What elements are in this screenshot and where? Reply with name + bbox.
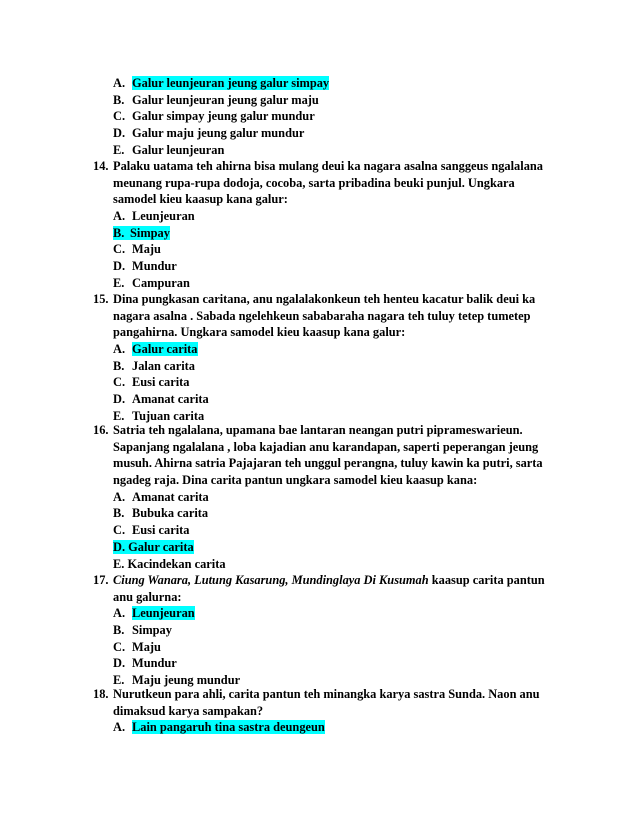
option-15-c: C. Eusi carita: [113, 375, 190, 390]
highlighted-answer: Leunjeuran: [132, 606, 195, 621]
highlighted-answer: B. Simpay: [113, 225, 170, 240]
option-16-d: [93, 539, 563, 556]
option-14-d: D. Mundur: [113, 259, 177, 274]
question-14: [93, 158, 563, 292]
question-16-text: 16. Satria teh ngalalana, upamana bae lantaran neangan putri piprameswarieun. Sapanjang ngalalana , loba kajadian anu karandapan, saperti peperangan jeung musuh. Ahirna satria Pajajaran teh unggul perangna, tuluy kawin ka putri, sarta ngadeg raja. Dina carita pantun ungkara samodel kieu kaasup kana:: [93, 423, 543, 488]
option-13-b: B. Galur leunjeuran jeung galur maju: [113, 92, 319, 107]
option-15-d: D. Amanat carita: [113, 392, 209, 407]
option-16-c: C. Eusi carita: [113, 523, 190, 538]
question-15-text: 15. Dina pungkasan caritana, anu ngalalakonkeun teh henteu kacatur balik deui ka nagara asalna . Sabada ngelehkeun sababaraha nagara teh tuluy tetep tumetep pangahirna. Ungkara samodel kieu kaasup kana galur:: [93, 292, 536, 340]
question-15: [93, 291, 563, 425]
option-14-a: A. Leunjeuran: [113, 209, 195, 224]
option-13-a: A. Galur leunjeuran jeung galur simpay: [113, 76, 330, 90]
option-13-e: E. Galur leunjeuran: [113, 142, 225, 157]
option-17-c: C. Maju: [113, 639, 161, 654]
option-16-a: A. Amanat carita: [113, 489, 209, 504]
option-13-d: D. Galur maju jeung galur mundur: [113, 126, 305, 141]
option-15-b: B. Jalan carita: [113, 358, 195, 373]
option-17-b: B. Simpay: [113, 623, 172, 638]
option-17-a: A. Leunjeuran: [113, 606, 195, 621]
option-15-a: A. Galur carita: [113, 342, 198, 357]
question-17: [93, 572, 563, 689]
option-16-e: E. Kacindekan carita: [113, 556, 226, 571]
option-14-c: C. Maju: [113, 242, 161, 257]
question-13-options: [93, 75, 563, 158]
question-17-text: 17. Ciung Wanara, Lutung Kasarung, Mundinglaya Di Kusumah kaasup carita pantun anu galurna:: [93, 573, 545, 604]
option-13-c: C. Galur simpay jeung galur mundur: [113, 109, 315, 124]
question-14-text: 14. Palaku uatama teh ahirna bisa mulang deui ka nagara asalna sanggeus ngalalana meunang rupa-rupa dodoja, cocoba, sarta pribadina beuki punjul. Ungkara samodel kieu kaasup kana galur:: [93, 159, 543, 207]
question-16: [93, 422, 563, 572]
option-15-e: E. Tujuan carita: [113, 408, 205, 423]
option-18-a: A. Lain pangaruh tina sastra deungeun: [113, 720, 325, 735]
option-14-e: E. Campuran: [113, 275, 190, 290]
option-14-b: [93, 225, 563, 242]
highlighted-answer: Lain pangaruh tina sastra deungeun: [132, 720, 325, 735]
highlighted-answer: Galur carita: [132, 342, 198, 357]
question-18-text: 18. Nurutkeun para ahli, carita pantun teh minangka karya sastra Sunda. Naon anu dimaksud karya sampakan?: [93, 687, 540, 718]
option-17-d: D. Mundur: [113, 656, 177, 671]
highlighted-answer: D. Galur carita: [113, 539, 194, 554]
option-16-b: B. Bubuka carita: [113, 506, 209, 521]
question-18: [93, 686, 563, 736]
highlighted-answer: Galur leunjeuran jeung galur simpay: [132, 76, 330, 90]
option-17-e: E. Maju jeung mundur: [113, 673, 241, 688]
